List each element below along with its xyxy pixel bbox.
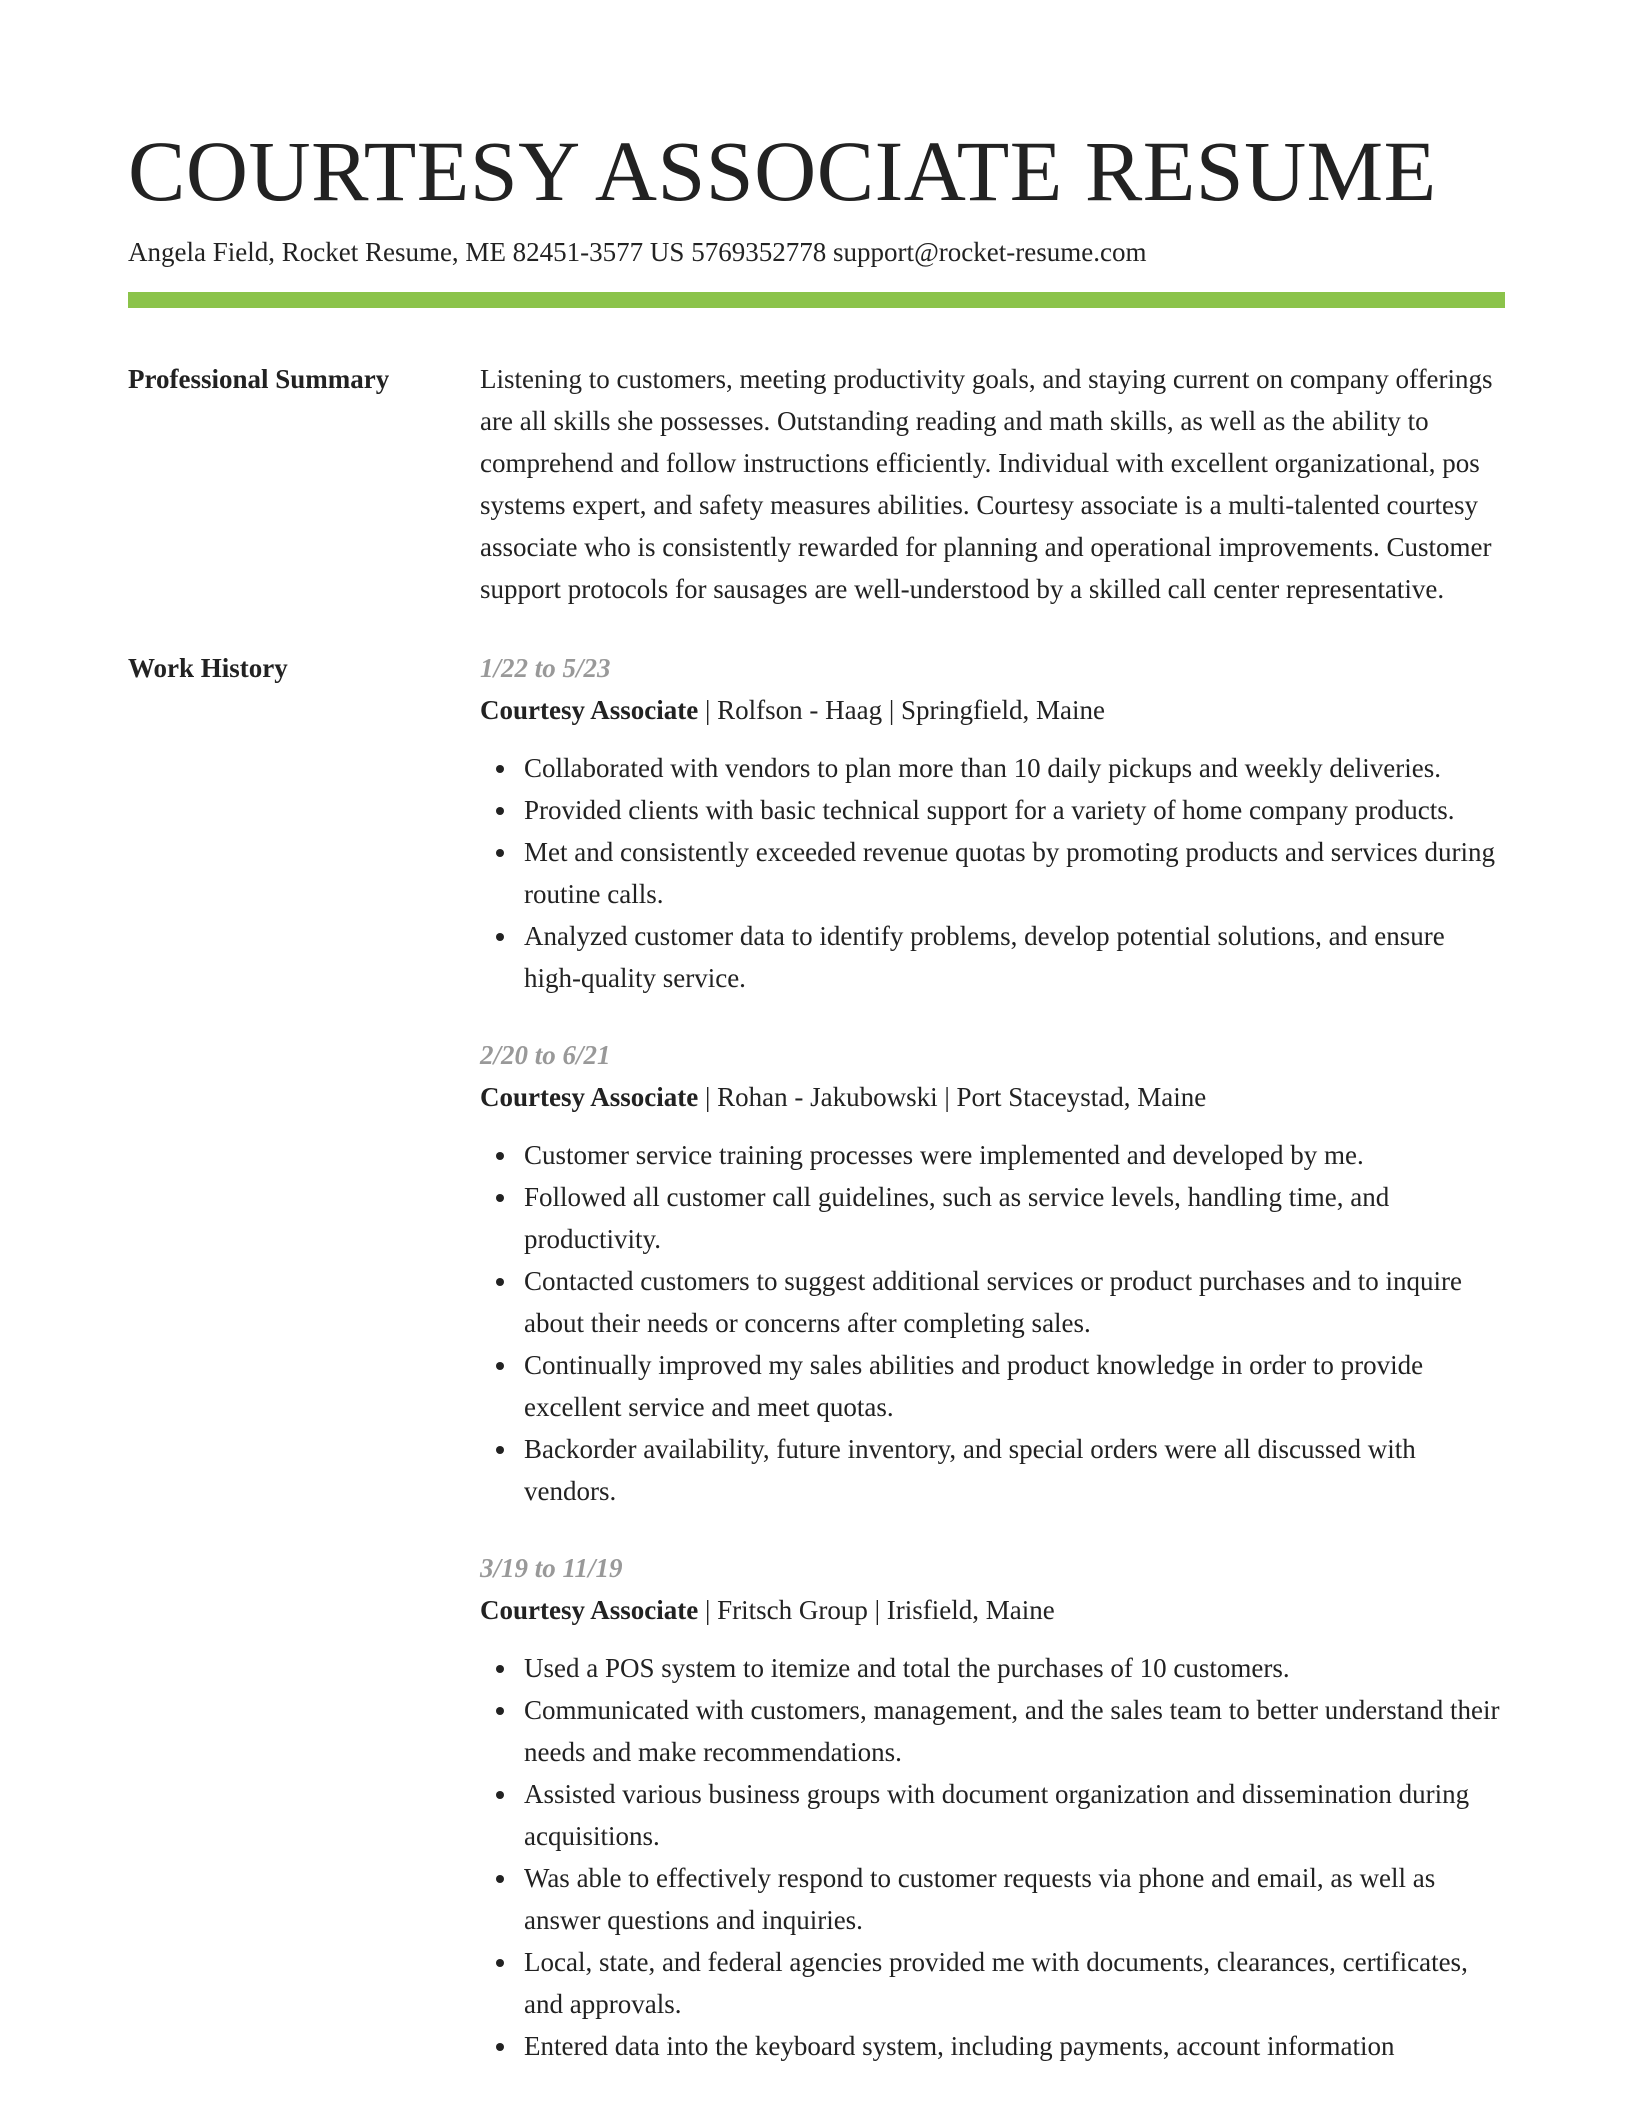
job-entry	[480, 1034, 1505, 1512]
job-bullets	[480, 1134, 1505, 1512]
job-employer-location: | Fritsch Group | Irisfield, Maine	[698, 1595, 1055, 1625]
job-employer-location: | Rohan - Jakubowski | Port Staceystad, Maine	[698, 1082, 1207, 1112]
job-role: Courtesy Associate	[480, 1595, 699, 1625]
job-bullet: Followed all customer call guidelines, such as service levels, handling time, and productivity.	[524, 1176, 1505, 1260]
job-bullet: Backorder availability, future inventory, and special orders were all discussed with vendors.	[524, 1428, 1505, 1512]
contact-line: Angela Field, Rocket Resume, ME 82451-3577 US 5769352778 support@rocket-resume.com	[128, 237, 1147, 267]
job-bullets	[480, 1647, 1505, 2067]
job-role: Courtesy Associate	[480, 1082, 699, 1112]
job-heading	[480, 1076, 1505, 1118]
section-label-work-history: Work History	[128, 653, 288, 683]
job-dates: 2/20 to 6/21	[480, 1040, 611, 1070]
professional-summary-section	[128, 358, 1505, 610]
job-bullet: Customer service training processes were implemented and developed by me.	[524, 1134, 1505, 1176]
job-dates: 3/19 to 11/19	[480, 1553, 623, 1583]
accent-divider	[128, 292, 1505, 308]
job-bullets	[480, 747, 1505, 999]
work-history-list	[480, 647, 1505, 2067]
resume-page	[128, 0, 1505, 2067]
resume-title: COURTESY ASSOCIATE RESUME	[128, 123, 1437, 219]
section-label-summary: Professional Summary	[128, 364, 390, 394]
job-bullet: Was able to effectively respond to customer requests via phone and email, as well as answer questions and inquiries.	[524, 1857, 1505, 1941]
job-bullet: Used a POS system to itemize and total the purchases of 10 customers.	[524, 1647, 1505, 1689]
summary-text: Listening to customers, meeting productivity goals, and staying current on company offerings are all skills she possesses. Outstanding reading and math skills, as well as the ability to comprehend and follow instructions efficiently. Individual with excellent organizational, pos systems expert, and safety measures abilities. Courtesy associate is a multi-talented courtesy associate who is consistently rewarded for planning and operational improvements. Customer support protocols for sausages are well-understood by a skilled call center representative.	[480, 364, 1493, 604]
job-bullet: Collaborated with vendors to plan more than 10 daily pickups and weekly deliveries.	[524, 747, 1505, 789]
job-bullet: Provided clients with basic technical support for a variety of home company products.	[524, 789, 1505, 831]
job-bullet: Assisted various business groups with document organization and dissemination during acquisitions.	[524, 1773, 1505, 1857]
job-bullet: Continually improved my sales abilities and product knowledge in order to provide excellent service and meet quotas.	[524, 1344, 1505, 1428]
job-role: Courtesy Associate	[480, 695, 699, 725]
job-bullet: Analyzed customer data to identify problems, develop potential solutions, and ensure high-quality service.	[524, 915, 1505, 999]
job-entry	[480, 647, 1505, 999]
job-bullet: Local, state, and federal agencies provided me with documents, clearances, certificates, and approvals.	[524, 1941, 1505, 2025]
job-dates: 1/22 to 5/23	[480, 653, 611, 683]
job-bullet: Communicated with customers, management, and the sales team to better understand their needs and make recommendations.	[524, 1689, 1505, 1773]
job-heading	[480, 689, 1505, 731]
work-history-section	[128, 647, 1505, 2067]
job-bullet: Met and consistently exceeded revenue quotas by promoting products and services during routine calls.	[524, 831, 1505, 915]
job-bullet: Entered data into the keyboard system, including payments, account information	[524, 2025, 1505, 2067]
job-heading	[480, 1589, 1505, 1631]
job-employer-location: | Rolfson - Haag | Springfield, Maine	[698, 695, 1105, 725]
job-entry	[480, 1547, 1505, 2067]
job-bullet: Contacted customers to suggest additional services or product purchases and to inquire about their needs or concerns after completing sales.	[524, 1260, 1505, 1344]
